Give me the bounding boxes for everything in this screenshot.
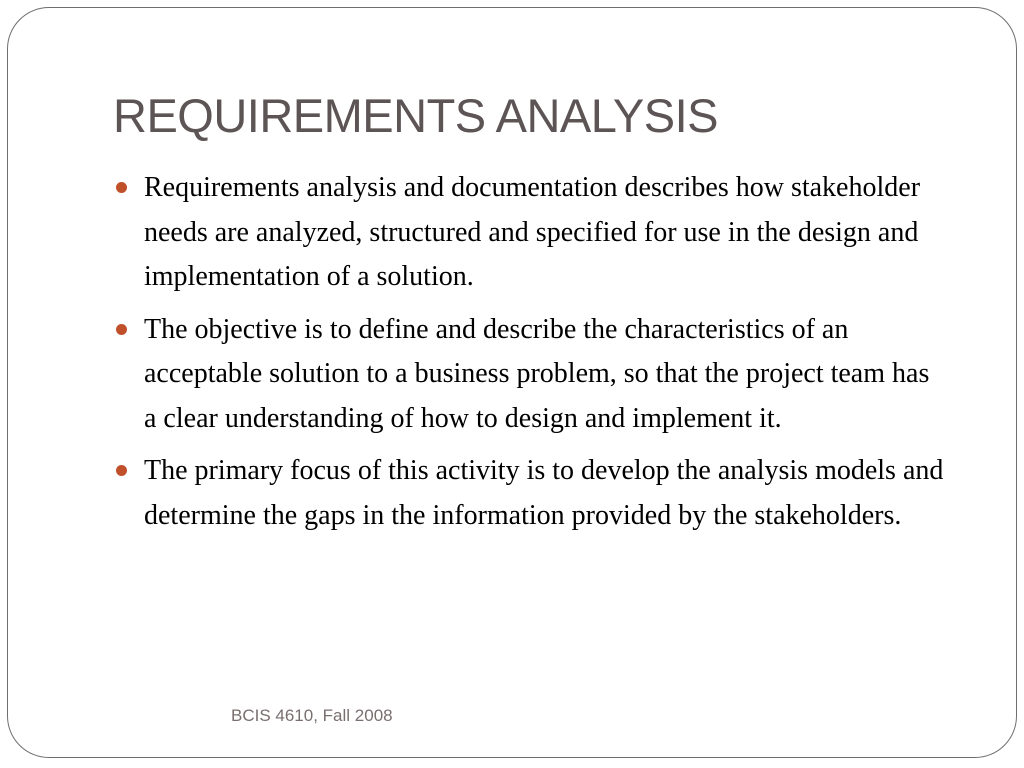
bullet-item <box>0 449 944 538</box>
slide-footer: BCIS 4610, Fall 2008 <box>231 706 393 725</box>
bullet-text: The primary focus of this activity is to develop the analysis models and determine the gaps in the information provided by the stakeholders. <box>144 455 944 531</box>
bullet-dot-icon <box>116 465 127 476</box>
bullet-dot-icon <box>116 182 127 193</box>
bullet-text: Requirements analysis and documentation describes how stakeholder needs are analyzed, structured and specified for use in the design and implementation of a solution. <box>144 172 921 292</box>
bullet-dot-icon <box>116 324 127 335</box>
bullet-text: The objective is to define and describe the characteristics of an acceptable solution to a business problem, so that the project team has a clear understanding of how to design and implement it. <box>144 313 930 434</box>
slide-title: REQUIREMENTS ANALYSIS <box>113 89 718 142</box>
bullet-list <box>0 166 1024 546</box>
bullet-item <box>0 166 944 300</box>
bullet-item <box>0 308 944 442</box>
